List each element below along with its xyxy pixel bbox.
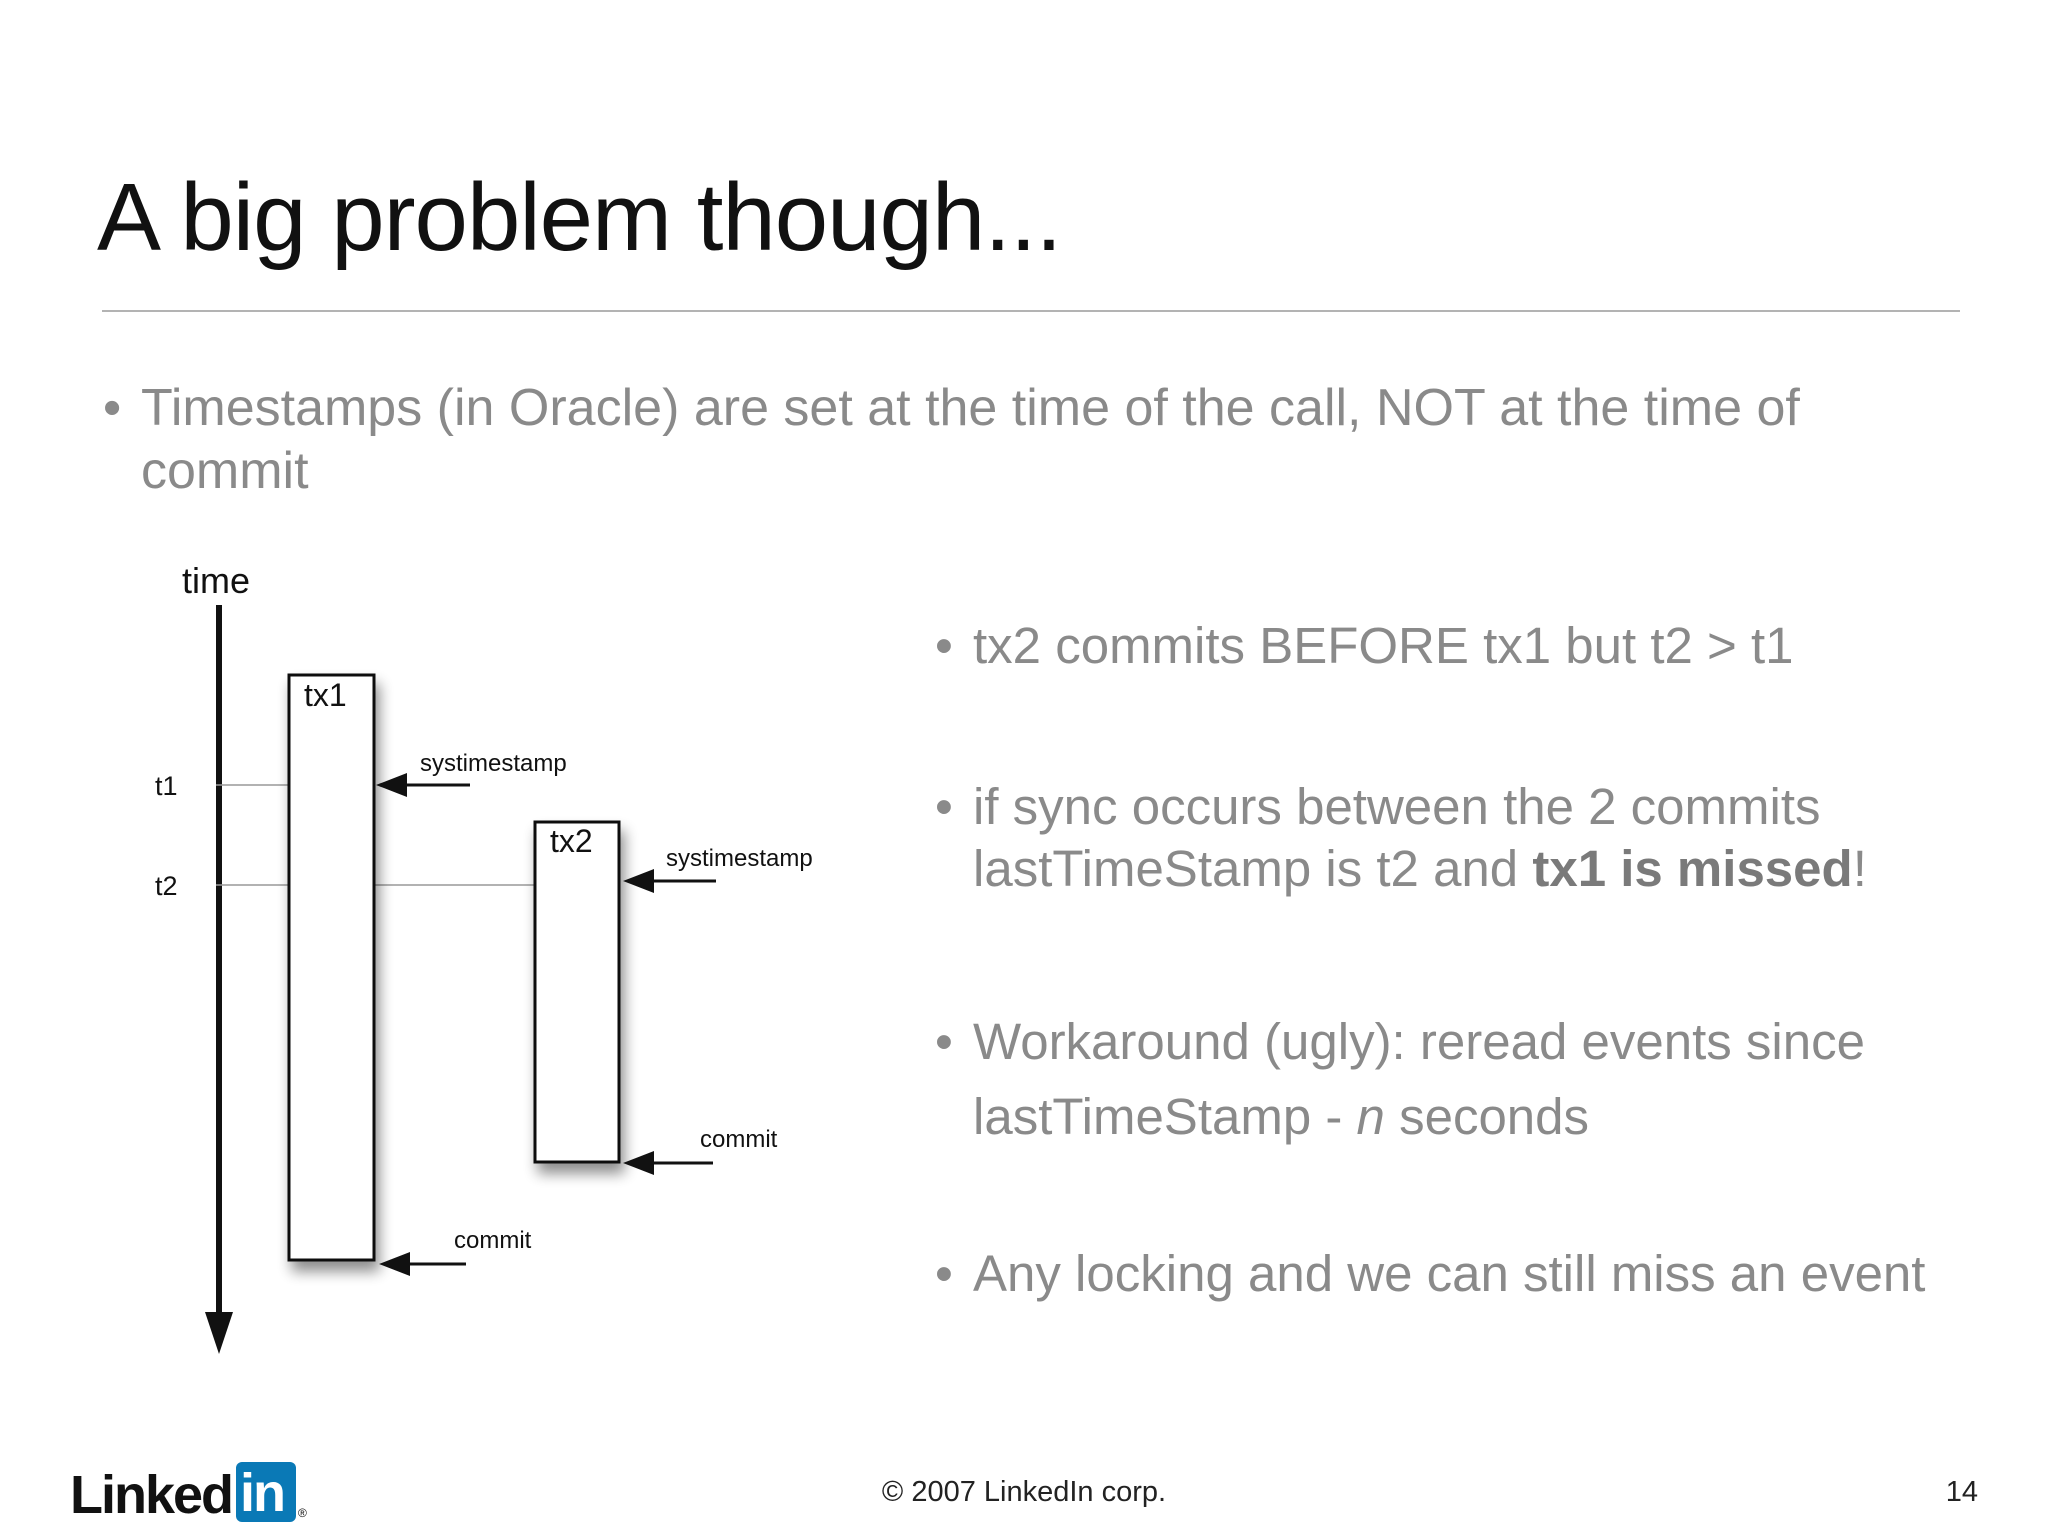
bullet-dot: • <box>103 379 122 437</box>
bullet-text: Workaround (ugly): reread events since lastTimeStamp - <box>973 1013 1865 1146</box>
tx2-systimestamp-arrow <box>623 869 716 893</box>
slide-title: A big problem though... <box>97 164 1062 271</box>
tx1-systimestamp-label: systimestamp <box>420 750 567 777</box>
tx2-systimestamp-label: systimestamp <box>666 845 813 872</box>
t1-label: t1 <box>155 771 178 801</box>
bullet-workaround <box>935 1004 2013 1155</box>
tx1-commit-arrow <box>379 1252 466 1276</box>
bullet-dot: • <box>935 1245 953 1302</box>
bullet-dot: • <box>935 1013 953 1070</box>
bullet-variable: n <box>1356 1088 1385 1146</box>
bullet-dot: • <box>935 617 953 674</box>
bullet-commit-order <box>935 615 2013 677</box>
tx2-box <box>535 822 619 1162</box>
tx2-label: tx2 <box>550 823 593 859</box>
bullet-text: if sync occurs between the 2 commits lastTimeStamp is t2 and <box>973 778 1821 898</box>
bullet-text: tx2 commits BEFORE tx1 but t2 > t1 <box>973 617 1794 674</box>
tx1-label: tx1 <box>304 677 347 713</box>
tx2-commit-label: commit <box>700 1126 778 1153</box>
t2-label: t2 <box>155 871 178 901</box>
page-number: 14 <box>1945 1476 1978 1508</box>
bullet-dot: • <box>935 778 953 835</box>
time-axis-label: time <box>182 560 251 601</box>
bullet-text-end: ! <box>1852 840 1867 898</box>
tx1-box <box>289 675 374 1260</box>
tx1-commit-label: commit <box>454 1227 532 1254</box>
footer-copyright: © 2007 LinkedIn corp. <box>881 1476 1167 1508</box>
bullet-text: Any locking and we can still miss an event <box>973 1245 1926 1302</box>
bullet-locking <box>935 1243 2013 1305</box>
logo-in-text: in <box>240 1463 285 1523</box>
main-bullet-text: Timestamps (in Oracle) are set at the time of the call, NOT at the time of commit <box>141 379 1800 501</box>
tx2-commit-arrow <box>623 1151 713 1175</box>
time-axis-arrowhead <box>205 1312 233 1354</box>
bullet-emphasis: tx1 is missed <box>1532 840 1853 898</box>
bullet-sync-between-commits <box>935 776 2013 900</box>
logo-registered-mark: ® <box>298 1506 307 1520</box>
logo-word: Linked <box>70 1465 233 1525</box>
bullet-text-end: seconds <box>1384 1088 1590 1146</box>
